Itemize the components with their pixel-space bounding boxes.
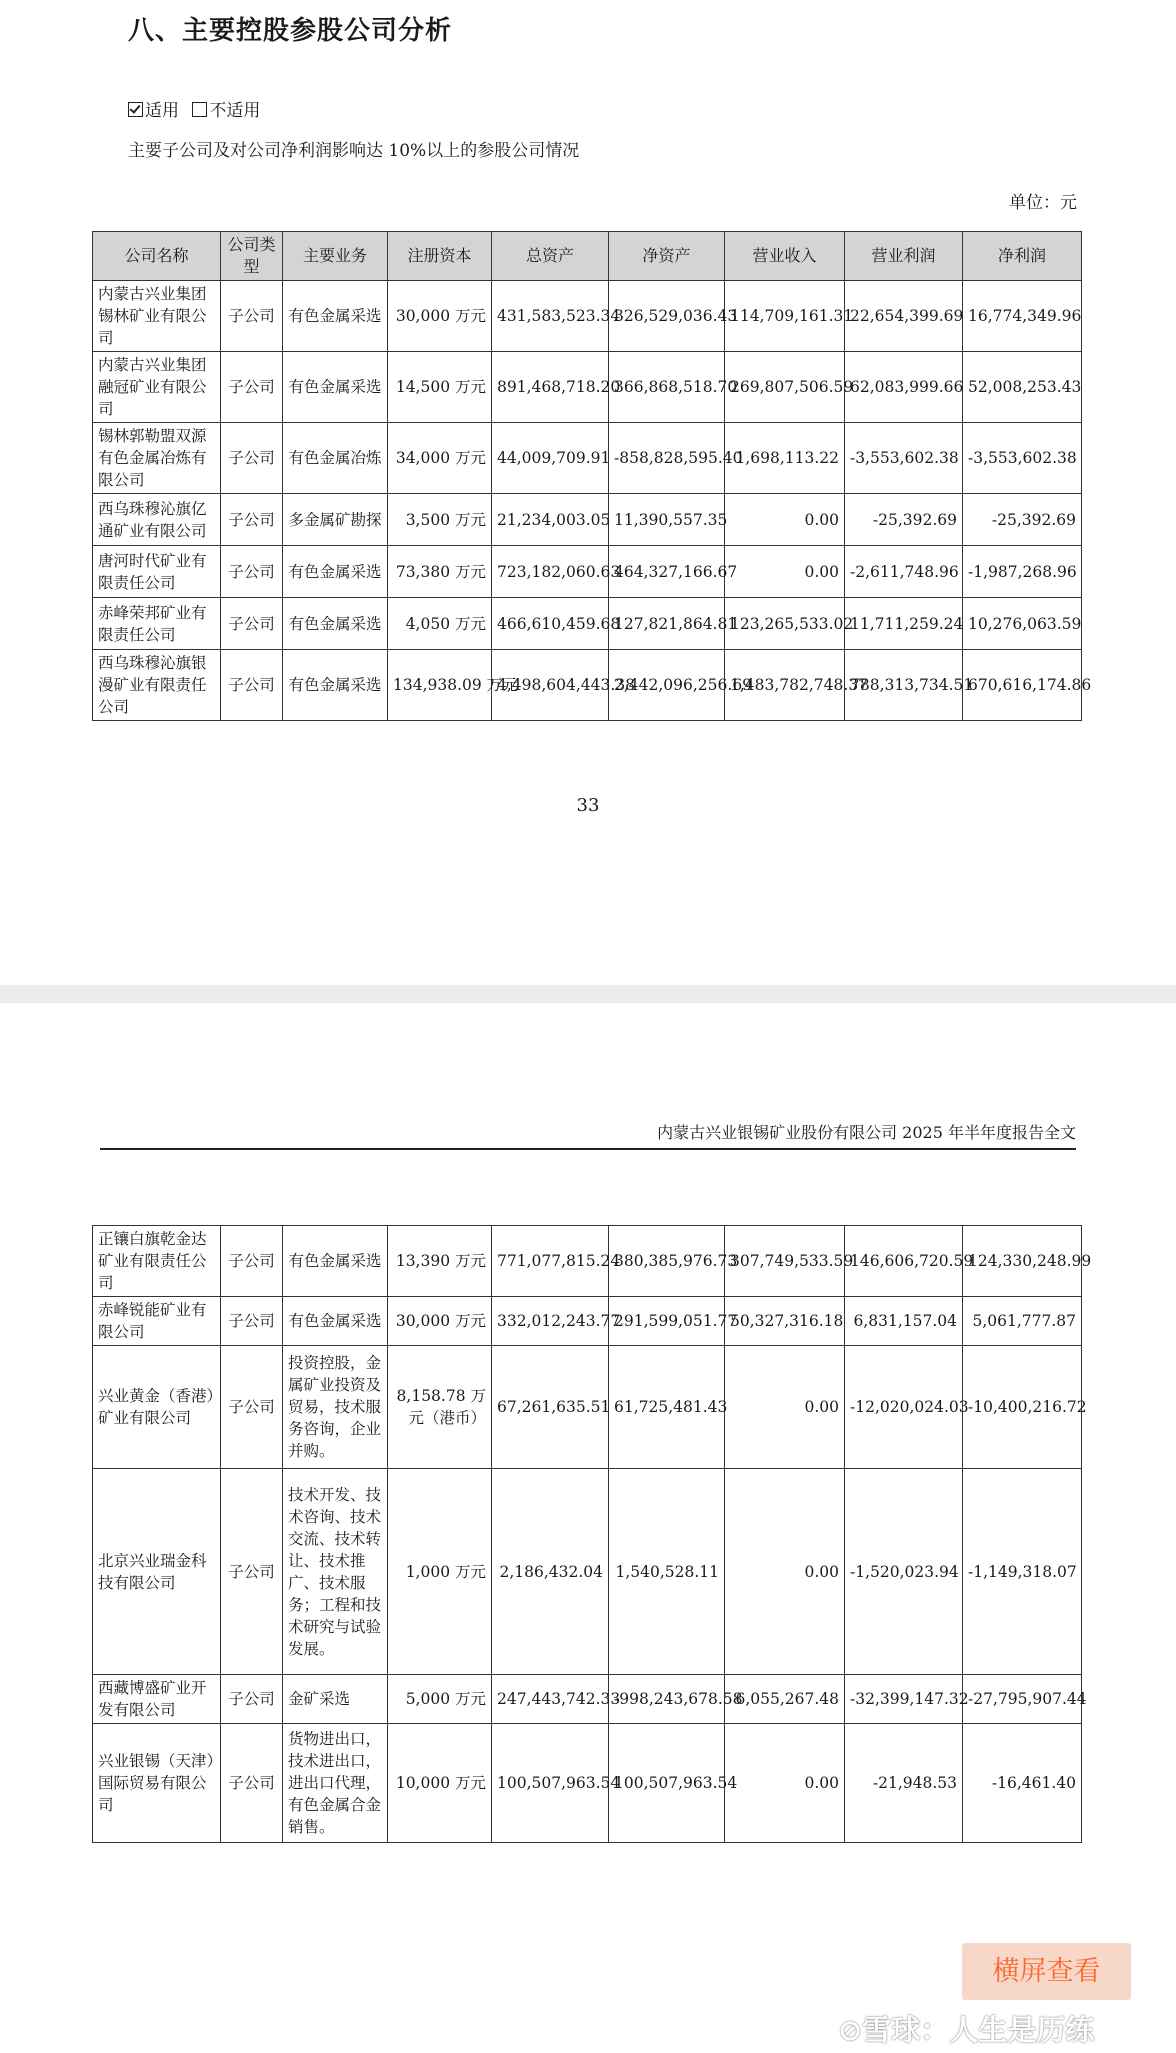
company-name-cell: 内蒙古兴业集团锡林矿业有限公司 xyxy=(93,281,221,352)
company-type-cell: 子公司 xyxy=(221,546,283,598)
revenue-cell: 307,749,533.59 xyxy=(725,1226,845,1297)
company-type-cell: 子公司 xyxy=(221,1226,283,1297)
table-row xyxy=(93,1469,1082,1675)
operating-profit-cell: 6,831,157.04 xyxy=(845,1297,963,1346)
revenue-cell: 0.00 xyxy=(725,1469,845,1675)
total-assets-cell: 332,012,243.77 xyxy=(492,1297,609,1346)
net-profit-cell: 124,330,248.99 xyxy=(963,1226,1082,1297)
page-number: 33 xyxy=(576,795,600,816)
table-row xyxy=(93,352,1082,423)
table-header-row xyxy=(93,232,1082,281)
operating-profit-cell: -25,392.69 xyxy=(845,494,963,546)
total-assets-cell: 723,182,060.63 xyxy=(492,546,609,598)
registered-capital-cell: 3,500 万元 xyxy=(388,494,492,546)
operating-profit-cell: -1,520,023.94 xyxy=(845,1469,963,1675)
company-name-cell: 锡林郭勒盟双源有色金属冶炼有限公司 xyxy=(93,423,221,494)
main-business-cell: 有色金属采选 xyxy=(283,598,388,650)
header-total-assets: 总资产 xyxy=(492,232,609,281)
net-assets-cell: -858,828,595.40 xyxy=(609,423,725,494)
net-profit-cell: -10,400,216.72 xyxy=(963,1346,1082,1469)
net-assets-cell: 291,599,051.77 xyxy=(609,1297,725,1346)
company-type-cell: 子公司 xyxy=(221,1724,283,1843)
xueqiu-watermark: ⊘雪球：人生是历练 xyxy=(838,2013,1095,2047)
operating-profit-cell: 788,313,734.51 xyxy=(845,650,963,721)
header-registered-capital: 注册资本 xyxy=(388,232,492,281)
net-assets-cell: -998,243,678.58 xyxy=(609,1675,725,1724)
main-business-cell: 有色金属采选 xyxy=(283,650,388,721)
company-name-cell: 兴业黄金（香港）矿业有限公司 xyxy=(93,1346,221,1469)
company-type-cell: 子公司 xyxy=(221,1675,283,1724)
main-business-cell: 有色金属采选 xyxy=(283,1226,388,1297)
revenue-cell: 1,698,113.22 xyxy=(725,423,845,494)
total-assets-cell: 891,468,718.20 xyxy=(492,352,609,423)
total-assets-cell: 2,186,432.04 xyxy=(492,1469,609,1675)
table-row xyxy=(93,650,1082,721)
table-row xyxy=(93,598,1082,650)
unit-label: 单位：元 xyxy=(1009,193,1077,213)
main-business-cell: 有色金属采选 xyxy=(283,546,388,598)
net-profit-cell: 16,774,349.96 xyxy=(963,281,1082,352)
table-row xyxy=(93,1724,1082,1843)
total-assets-cell: 100,507,963.54 xyxy=(492,1724,609,1843)
main-business-cell: 多金属矿勘探 xyxy=(283,494,388,546)
company-name-cell: 赤峰锐能矿业有限公司 xyxy=(93,1297,221,1346)
header-net-profit: 净利润 xyxy=(963,232,1082,281)
running-header: 内蒙古兴业银锡矿业股份有限公司 2025 年半年度报告全文 xyxy=(657,1123,1076,1142)
main-business-cell: 金矿采选 xyxy=(283,1675,388,1724)
registered-capital-cell: 8,158.78 万元（港币） xyxy=(388,1346,492,1469)
company-type-cell: 子公司 xyxy=(221,598,283,650)
table-row xyxy=(93,546,1082,598)
net-assets-cell: 61,725,481.43 xyxy=(609,1346,725,1469)
table-intro: 主要子公司及对公司净利润影响达 10%以上的参股公司情况 xyxy=(128,141,580,161)
header-main-business: 主要业务 xyxy=(283,232,388,281)
net-assets-cell: 1,540,528.11 xyxy=(609,1469,725,1675)
operating-profit-cell: -32,399,147.32 xyxy=(845,1675,963,1724)
company-type-cell: 子公司 xyxy=(221,1346,283,1469)
header-revenue: 营业收入 xyxy=(725,232,845,281)
revenue-cell: 1,483,782,748.37 xyxy=(725,650,845,721)
main-business-cell: 有色金属采选 xyxy=(283,281,388,352)
header-company-type: 公司类型 xyxy=(221,232,283,281)
registered-capital-cell: 13,390 万元 xyxy=(388,1226,492,1297)
main-business-cell: 有色金属采选 xyxy=(283,352,388,423)
operating-profit-cell: 62,083,999.66 xyxy=(845,352,963,423)
main-business-cell: 货物进出口，技术进出口，进出口代理，有色金属合金销售。 xyxy=(283,1724,388,1843)
company-type-cell: 子公司 xyxy=(221,352,283,423)
company-name-cell: 北京兴业瑞金科技有限公司 xyxy=(93,1469,221,1675)
main-business-cell: 投资控股，金属矿业投资及贸易，技术服务咨询，企业并购。 xyxy=(283,1346,388,1469)
main-business-cell: 有色金属采选 xyxy=(283,1297,388,1346)
registered-capital-cell: 14,500 万元 xyxy=(388,352,492,423)
header-rule xyxy=(100,1148,1076,1150)
unchecked-box-icon xyxy=(192,102,207,117)
company-type-cell: 子公司 xyxy=(221,650,283,721)
net-assets-cell: 326,529,036.43 xyxy=(609,281,725,352)
operating-profit-cell: 11,711,259.24 xyxy=(845,598,963,650)
total-assets-cell: 466,610,459.68 xyxy=(492,598,609,650)
net-profit-cell: 52,008,253.43 xyxy=(963,352,1082,423)
registered-capital-cell: 34,000 万元 xyxy=(388,423,492,494)
operating-profit-cell: -3,553,602.38 xyxy=(845,423,963,494)
company-name-cell: 内蒙古兴业集团融冠矿业有限公司 xyxy=(93,352,221,423)
revenue-cell: 0.00 xyxy=(725,494,845,546)
report-page-33 xyxy=(0,0,1176,985)
total-assets-cell: 247,443,742.33 xyxy=(492,1675,609,1724)
operating-profit-cell: -2,611,748.96 xyxy=(845,546,963,598)
revenue-cell: 6,055,267.48 xyxy=(725,1675,845,1724)
net-profit-cell: 670,616,174.86 xyxy=(963,650,1082,721)
total-assets-cell: 431,583,523.34 xyxy=(492,281,609,352)
main-business-cell: 技术开发、技术咨询、技术交流、技术转让、技术推广、技术服务；工程和技术研究与试验发展。 xyxy=(283,1469,388,1675)
total-assets-cell: 67,261,635.51 xyxy=(492,1346,609,1469)
registered-capital-cell: 5,000 万元 xyxy=(388,1675,492,1724)
net-profit-cell: -3,553,602.38 xyxy=(963,423,1082,494)
table-row xyxy=(93,494,1082,546)
registered-capital-cell: 4,050 万元 xyxy=(388,598,492,650)
subsidiaries-table-continued xyxy=(92,1225,1092,1843)
table-row xyxy=(93,1675,1082,1724)
net-profit-cell: 5,061,777.87 xyxy=(963,1297,1082,1346)
company-name-cell: 西乌珠穆沁旗亿通矿业有限公司 xyxy=(93,494,221,546)
registered-capital-cell: 73,380 万元 xyxy=(388,546,492,598)
company-type-cell: 子公司 xyxy=(221,1297,283,1346)
main-business-cell: 有色金属冶炼 xyxy=(283,423,388,494)
total-assets-cell: 44,009,709.91 xyxy=(492,423,609,494)
table-row xyxy=(93,281,1082,352)
revenue-cell: 114,709,161.31 xyxy=(725,281,845,352)
header-net-assets: 净资产 xyxy=(609,232,725,281)
operating-profit-cell: 146,606,720.59 xyxy=(845,1226,963,1297)
total-assets-cell: 21,234,003.05 xyxy=(492,494,609,546)
page-gap xyxy=(0,985,1176,1003)
table-row xyxy=(93,423,1082,494)
revenue-cell: 50,327,316.18 xyxy=(725,1297,845,1346)
total-assets-cell: 771,077,815.24 xyxy=(492,1226,609,1297)
net-assets-cell: 366,868,518.70 xyxy=(609,352,725,423)
total-assets-cell: 4,498,604,443.38 xyxy=(492,650,609,721)
operating-profit-cell: -12,020,024.03 xyxy=(845,1346,963,1469)
operating-profit-cell: -21,948.53 xyxy=(845,1724,963,1843)
company-name-cell: 西乌珠穆沁旗银漫矿业有限责任公司 xyxy=(93,650,221,721)
net-profit-cell: -25,392.69 xyxy=(963,494,1082,546)
net-profit-cell: -27,795,907.44 xyxy=(963,1675,1082,1724)
revenue-cell: 0.00 xyxy=(725,546,845,598)
table-row xyxy=(93,1297,1082,1346)
landscape-view-button[interactable]: 横屏查看 xyxy=(962,1943,1131,2000)
company-name-cell: 唐河时代矿业有限责任公司 xyxy=(93,546,221,598)
net-profit-cell: -16,461.40 xyxy=(963,1724,1082,1843)
net-assets-cell: 380,385,976.73 xyxy=(609,1226,725,1297)
company-name-cell: 正镶白旗乾金达矿业有限责任公司 xyxy=(93,1226,221,1297)
table-row xyxy=(93,1346,1082,1469)
section-title: 八、主要控股参股公司分析 xyxy=(128,16,453,46)
net-assets-cell: 11,390,557.35 xyxy=(609,494,725,546)
revenue-cell: 0.00 xyxy=(725,1724,845,1843)
registered-capital-cell: 30,000 万元 xyxy=(388,281,492,352)
net-assets-cell: 2,442,096,256.69 xyxy=(609,650,725,721)
net-profit-cell: -1,149,318.07 xyxy=(963,1469,1082,1675)
table-row xyxy=(93,1226,1082,1297)
registered-capital-cell: 1,000 万元 xyxy=(388,1469,492,1675)
revenue-cell: 269,807,506.59 xyxy=(725,352,845,423)
registered-capital-cell: 30,000 万元 xyxy=(388,1297,492,1346)
company-type-cell: 子公司 xyxy=(221,1469,283,1675)
revenue-cell: 123,265,533.02 xyxy=(725,598,845,650)
header-company-name: 公司名称 xyxy=(93,232,221,281)
company-type-cell: 子公司 xyxy=(221,281,283,352)
operating-profit-cell: 22,654,399.69 xyxy=(845,281,963,352)
net-profit-cell: 10,276,063.59 xyxy=(963,598,1082,650)
net-assets-cell: 100,507,963.54 xyxy=(609,1724,725,1843)
registered-capital-cell: 134,938.09 万元 xyxy=(388,650,492,721)
net-profit-cell: -1,987,268.96 xyxy=(963,546,1082,598)
applicable-options xyxy=(128,96,260,121)
subsidiaries-table xyxy=(92,231,1092,721)
net-assets-cell: 464,327,166.67 xyxy=(609,546,725,598)
company-type-cell: 子公司 xyxy=(221,423,283,494)
checked-box-icon xyxy=(128,102,143,117)
company-name-cell: 西藏博盛矿业开发有限公司 xyxy=(93,1675,221,1724)
report-page-34 xyxy=(0,1003,1176,2053)
header-operating-profit: 营业利润 xyxy=(845,232,963,281)
company-name-cell: 赤峰荣邦矿业有限责任公司 xyxy=(93,598,221,650)
applicable-label: 适用 xyxy=(145,101,179,121)
registered-capital-cell: 10,000 万元 xyxy=(388,1724,492,1843)
company-type-cell: 子公司 xyxy=(221,494,283,546)
company-name-cell: 兴业银锡（天津）国际贸易有限公司 xyxy=(93,1724,221,1843)
net-assets-cell: 127,821,864.81 xyxy=(609,598,725,650)
revenue-cell: 0.00 xyxy=(725,1346,845,1469)
not-applicable-label: 不适用 xyxy=(209,101,261,121)
